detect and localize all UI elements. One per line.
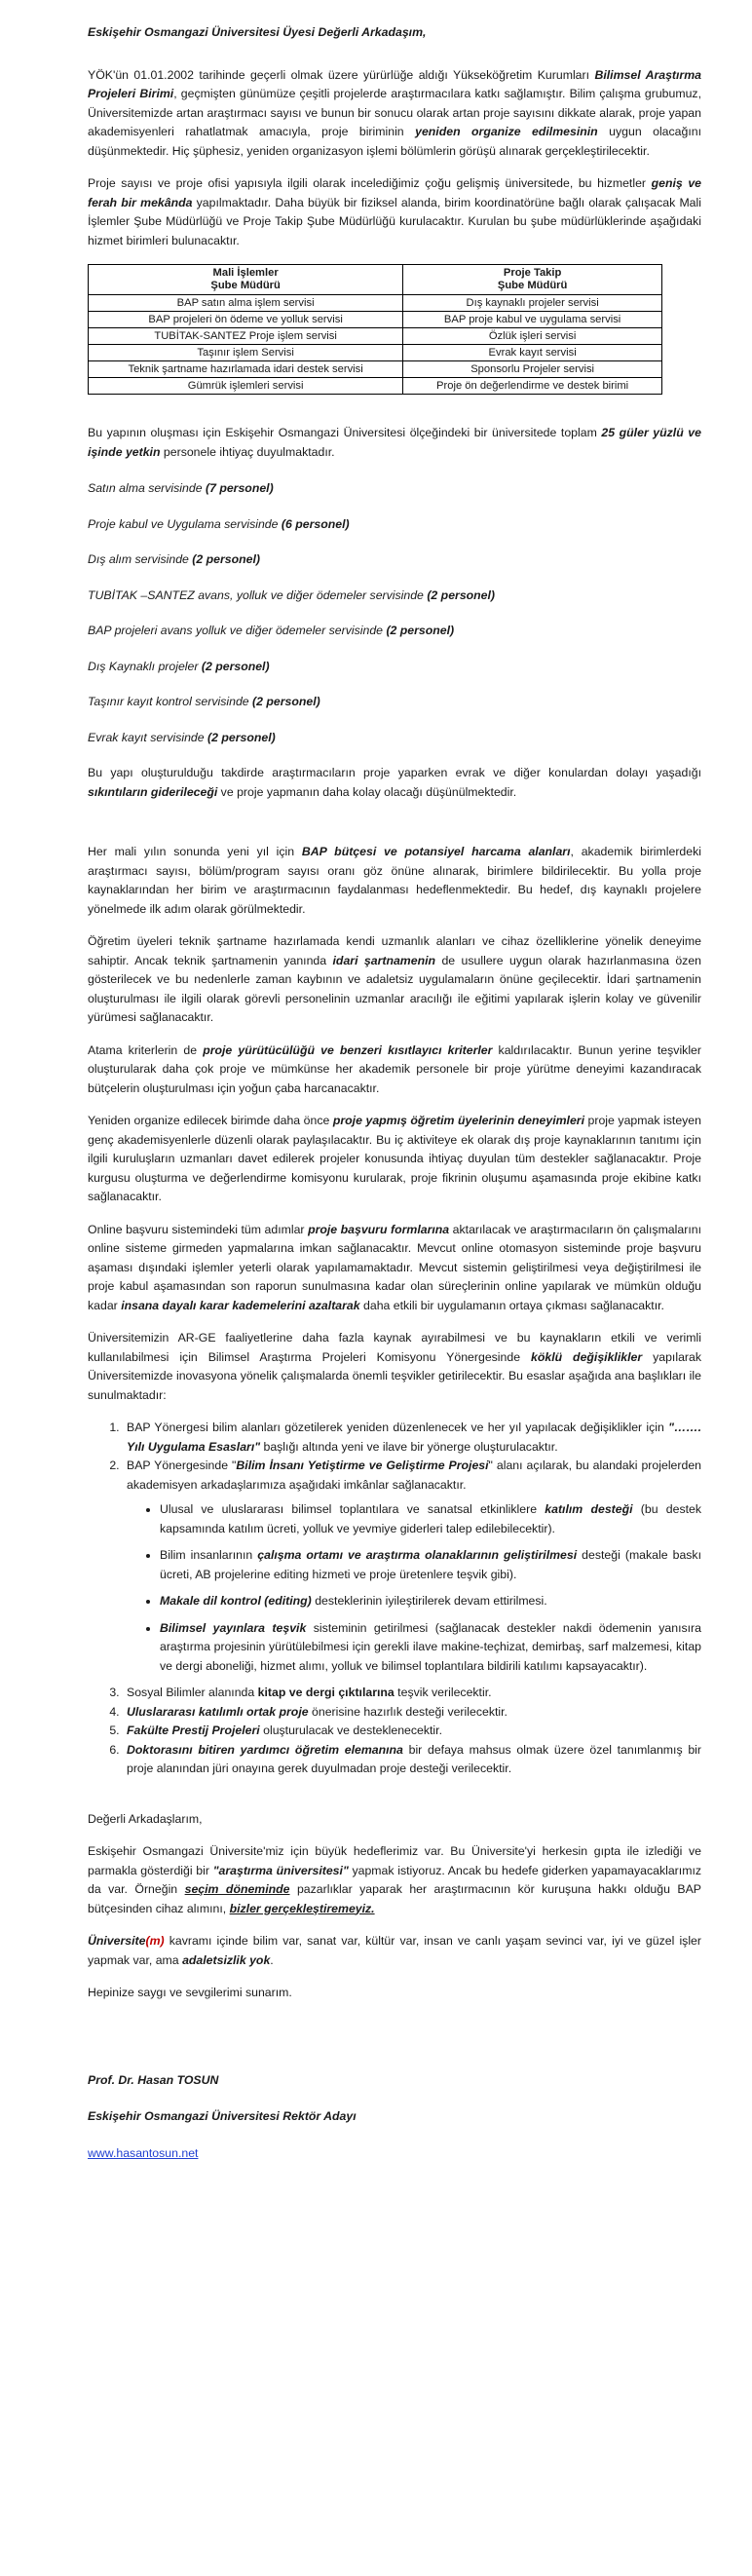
table-header-row <box>89 265 662 295</box>
text: ve proje yapmanın daha kolay olacağı düşünülmektedir. <box>217 784 517 799</box>
text: Üniversitemizin AR-GE faaliyetlerine daha fazla kaynak ayırabilmesi ve bu kaynakların etkili ve verimli kullanılabilmesi için Bilimsel Araştırma Projeleri Komisyonu Yönergesinde <box>88 1331 701 1364</box>
table-cell: BAP projeleri ön ödeme ve yolluk servisi <box>89 312 403 328</box>
emphasis: BAP bütçesi ve potansiyel harcama alanları <box>301 845 571 858</box>
text: , akademik birimlerdeki araştırmacı sayısı, bölüm/program sayısı oranı göz önüne alınarak, birimlere bildirilecektir. Bu yolla proje kaynaklarından her birim ve araştırmacının faydalanması hedeflenmektedir. Bu hedef, dış kaynaklı projelere yönelmede ilk adım olarak görülmektedir. <box>88 845 701 916</box>
table-row <box>89 345 662 361</box>
office-paragraph <box>88 174 701 250</box>
emphasis: seçim döneminde <box>184 1882 290 1896</box>
emphasis: Doktorasını bitiren yardımcı öğretim elemanına <box>127 1742 403 1757</box>
text: de usullere uygun olarak hazırlanmasına özen gösterilecek ve bu nedenlerle zaman kaybının ve adaletsiz uygulamaların önüne geçilecektir. İdari şartnamenin oluşturulması ile ilgili olarak görevli personelinin uzmanlar aracılığı ile eğitimi yapılarak işlerin kolay ve güvenilir yürümesi sağlanacaktır. <box>88 953 701 1024</box>
text: BAP Yönergesinde " <box>127 1458 237 1472</box>
emphasis: sıkıntıların giderileceği <box>88 784 218 799</box>
letter-greeting: Eskişehir Osmangazi Üniversitesi Üyesi Değerli Arkadaşım, <box>88 25 427 39</box>
table-row <box>89 361 662 378</box>
incentive-list <box>88 1419 701 1779</box>
intro-paragraph <box>88 66 701 162</box>
text: Online başvuru sistemindeki tüm adımlar <box>88 1222 309 1236</box>
table-cell: TUBİTAK-SANTEZ Proje işlem servisi <box>89 328 403 345</box>
list-item <box>88 587 701 606</box>
emphasis: kitap ve dergi çıktılarına <box>257 1686 395 1699</box>
service-staff-list <box>88 479 701 747</box>
column-header-finance <box>89 265 403 295</box>
staff-count: (6 personel) <box>281 516 350 531</box>
list-item <box>88 515 701 535</box>
text: Yeniden organize edilecek birimde daha önce <box>88 1114 333 1127</box>
text: Bilim insanlarının <box>160 1548 258 1562</box>
emphasis: proje yürütücülüğü ve benzeri kısıtlayıcı kriterler <box>203 1042 493 1057</box>
table-cell: Evrak kayıt servisi <box>403 345 662 361</box>
staff-count: (2 personel) <box>201 659 270 673</box>
emphasis: "……. Yılı Uygulama Esasları" <box>127 1421 701 1454</box>
column-title: Mali İşlemler <box>212 267 279 279</box>
text: oluşturulacak ve desteklenecektir. <box>259 1724 442 1737</box>
signature-website <box>88 2144 701 2164</box>
text: , geçmişten günümüze çeşitli projelerde araştırmacılara katkı sağlamıştır. Bilim çalışma grubumuz, Üniversitemizde artan araştırmacı sayısı ve bunun bir sonucu olarak artan proje sayısını dikkate alarak, proje yapan akademisyenleri rahatlatmak amacıyla, proje biriminin <box>88 87 701 138</box>
emphasis: Bilimsel Araştırma Projeleri Birimi <box>88 67 701 100</box>
emphasis: 25 güler yüzlü ve işinde yetkin <box>88 426 701 459</box>
text: Öğretim üyeleri teknik şartname hazırlamada kendi uzmanlık alanları ve cihaz özelliklerine yönelik deneyime sahiptir. Ancak teknik şartnamenin yanında <box>88 934 701 967</box>
text: Eskişehir Osmangazi Üniversite'miz için büyük hedeflerimiz var. Bu Üniversite'yi herkesin gıpta ile izlediği ve parmakla gösterdiği bir <box>88 1844 701 1877</box>
table-row <box>89 295 662 312</box>
ease-paragraph <box>88 764 701 802</box>
table-cell: Özlük işleri servisi <box>403 328 662 345</box>
specification-paragraph <box>88 932 701 1028</box>
text: BAP Yönergesi bilim alanları gözetilerek yeniden düzenlenecek ve her yıl yapılacak değişiklikler için <box>127 1421 669 1434</box>
staff-count: (2 personel) <box>192 552 260 566</box>
sub-list-item <box>160 1500 701 1538</box>
text: Atama kriterlerin de <box>88 1042 204 1057</box>
list-item <box>123 1457 701 1676</box>
text: sisteminin getirilmesi (sağlanacak destekler nakdi ödemenin yanısıra araştırma projesinin yürütülebilmesi için gerekli ilave makine-teçhizat, demirbaş, sarf malzemesi, kitap ve dergi aboneliği, hizmet alımı, yolluk ve bilimsel toplantılara bildirili katılımı kapsayacaktır). <box>160 1620 701 1673</box>
service-units-table <box>88 264 662 395</box>
column-subtitle: Şube Müdürü <box>497 280 568 291</box>
table-row <box>89 378 662 395</box>
text: proje yapmak isteyen genç akademisyenlerle düzenli olarak paylaşılacaktır. Bu iç aktiviteye ek olarak dış proje kaynaklarının tanıtımı için ilgili kuruluşların uzmanları davet edilerek projeler konusunda ihtiyaç duyulan tüm destekler sağlanacaktır. Proje kurgusu oluşturma ve değerlendirme komisyonu kurularak, proje fikrinin oluşumu aşamasında proje ekibine katkı sağlanacaktır. <box>88 1114 701 1203</box>
service-name: Dış Kaynaklı projeler <box>88 659 202 673</box>
list-item <box>88 622 701 641</box>
text: teşvik verilecektir. <box>394 1686 492 1699</box>
emphasis: Üniversite <box>88 1934 146 1948</box>
service-name: TUBİTAK –SANTEZ avans, yolluk ve diğer ödemeler servisinde <box>88 587 428 602</box>
emphasis: insana dayalı karar kademelerini azaltarak <box>121 1298 360 1312</box>
online-system-paragraph <box>88 1221 701 1316</box>
emphasis: "araştırma üniversitesi" <box>212 1863 349 1877</box>
list-item <box>88 729 701 748</box>
text: Ulusal ve uluslararası bilimsel toplantılara ve sanatsal etkinliklere <box>160 1502 545 1516</box>
emphasis: Makale dil kontrol (editing) <box>160 1594 312 1608</box>
emphasis: bizler gerçekleştiremeyiz. <box>229 1901 375 1915</box>
emphasis: Fakülte Prestij Projeleri <box>127 1724 260 1737</box>
table-row <box>89 328 662 345</box>
text: kaldırılacaktır. Bunun yerine teşvikler oluşturularak daha çok proje ve mümkünse her akademik personele bir proje yürütme deneyimi kazandıracak bütçelerin oluşturulması için yoğun çaba harcanacaktır. <box>88 1042 701 1095</box>
signature-name: Prof. Dr. Hasan TOSUN <box>88 2072 219 2087</box>
list-item <box>88 658 701 677</box>
mentoring-paragraph <box>88 1112 701 1207</box>
staff-count: (7 personel) <box>205 481 274 495</box>
list-item <box>123 1703 701 1723</box>
text: önerisine hazırlık desteği verilecektir. <box>308 1704 508 1719</box>
emphasis: katılım desteği <box>545 1502 633 1516</box>
emphasis: geniş ve ferah bir mekânda <box>88 176 701 209</box>
service-name: BAP projeleri avans yolluk ve diğer ödemeler servisinde <box>88 624 387 637</box>
list-item <box>123 1741 701 1779</box>
emphasis: proje başvuru formlarına <box>308 1222 450 1236</box>
column-header-project-tracking <box>403 265 662 295</box>
text: . <box>270 1952 274 1967</box>
text: yapmak istiyoruz. Ancak bu hedefe giderken yapamayacaklarımız da var. Örneğin <box>88 1863 702 1896</box>
emphasis: adaletsizlik yok <box>182 1952 271 1967</box>
list-item <box>88 550 701 570</box>
text: pazarlıklar yaparak her araştırmacının kör kuruşuna hakkı olduğu BAP bütçesinden cihaz alımını, <box>88 1882 701 1915</box>
list-item <box>88 479 701 499</box>
text: aktarılacak ve araştırmacıların ön çalışmalarını online sisteme girmeden yapmalarına imkan sağlanacaktır. Mevcut online otomasyon sisteminde proje başvuru aşaması dışındaki işlemler yeterli olarak yapılamamaktadır. Mevcut sistemin geliştirilmesi veya değiştirilmesi ile proje kabul aşamasından son raporun sunulmasına kadar olan süreçlerinin online yapılarak ve mümkün olduğu kadar <box>88 1222 701 1312</box>
website-link[interactable]: www.hasantosun.net <box>88 2145 199 2160</box>
text: yapılarak Üniversitemizde inovasyona yönelik çalışmalarda önemli teşvikler getirilecektir. Bu esaslar aşağıda ana başlıkları ile sunulmaktadır: <box>88 1349 701 1402</box>
text: Bu yapı oluşturulduğu takdirde araştırmacıların proje yaparken evrak ve diğer konulardan dolayı yaşadığı <box>88 766 701 779</box>
emphasis: proje yapmış öğretim üyelerinin deneyimleri <box>332 1114 584 1127</box>
table-cell: Teknik şartname hazırlamada idari destek servisi <box>89 361 403 378</box>
emphasis: köklü değişiklikler <box>531 1349 643 1364</box>
goal-paragraph <box>88 1842 701 1918</box>
table-cell: BAP proje kabul ve uygulama servisi <box>403 312 662 328</box>
text: bir defaya mahsus olmak üzere özel tanımlanmış bir proje alanından jüri onayına gerek duyulmadan proje desteği verilecektir. <box>127 1742 701 1775</box>
text: desteklerinin iyileştirilerek devam ettirilmesi. <box>311 1594 547 1608</box>
emphasis: çalışma ortamı ve araştırma olanaklarının geliştirilmesi <box>257 1548 578 1562</box>
text: (bu destek kapsamında katılım ücreti, yolluk ve yevmiye giderleri talep edilebilecektir). <box>160 1502 701 1535</box>
budget-paragraph <box>88 843 701 919</box>
text: YÖK'ün 01.01.2002 tarihinde geçerli olmak üzere yürürlüğe aldığı Yükseköğretim Kurumları <box>88 67 595 82</box>
list-item <box>88 693 701 712</box>
criteria-paragraph <box>88 1042 701 1099</box>
text: Proje sayısı ve proje ofisi yapısıyla ilgili olarak incelediğimiz çoğu gelişmiş üniversitede, bu hizmetler <box>88 176 652 190</box>
list-item <box>123 1684 701 1703</box>
text: daha etkili bir uygulamanın ortaya çıkması sağlanacaktır. <box>359 1298 664 1312</box>
staff-count: (2 personel) <box>427 587 496 602</box>
service-name: Proje kabul ve Uygulama servisinde <box>88 516 282 531</box>
staff-count: (2 personel) <box>207 730 276 744</box>
staff-count: (2 personel) <box>386 624 455 637</box>
text: uygun olacağını düşünmektedir. Hiç şüphesiz, yeniden organizasyon işlemi bölümlerin görüşü alınarak gerçekleştirilecektir. <box>88 125 702 158</box>
staffing-paragraph <box>88 424 701 462</box>
sub-list <box>127 1500 701 1676</box>
column-title: Proje Takip <box>503 267 562 279</box>
service-name: Satın alma servisinde <box>88 481 206 495</box>
text: " alanı açılarak, bu alandaki projelerden akademisyen arkadaşlarımıza aşağıdaki imkânlar sağlanacaktır. <box>127 1458 701 1492</box>
list-item <box>123 1419 701 1457</box>
emphasis: Bilimsel yayınlara teşvik <box>160 1620 307 1635</box>
text: Her mali yılın sonunda yeni yıl için <box>88 845 302 858</box>
sub-list-item <box>160 1619 701 1677</box>
text: personele ihtiyaç duyulmaktadır. <box>160 444 335 459</box>
emphasis-red: (m) <box>145 1934 165 1948</box>
emphasis: idari şartnamenin <box>332 953 436 967</box>
text: yapılmaktadır. Daha büyük bir fiziksel alanda, birim koordinatörüne bağlı olarak çalışacak Mali İşlemler Şube Müdürlüğü ve Proje Takip Şube Müdürlüğü kurulacaktır. Kurulan bu şube müdürlüklerinde aşağıdaki hizmet birimleri bulunacaktır. <box>88 195 701 247</box>
staff-count: (2 personel) <box>252 695 320 708</box>
sub-list-item <box>160 1546 701 1584</box>
emphasis: Bilim İnsanı Yetiştirme ve Geliştirme Projesi <box>236 1458 489 1472</box>
column-subtitle: Şube Müdürü <box>210 280 281 291</box>
text: Sosyal Bilimler alanında <box>127 1686 258 1699</box>
text: desteği (makale baskı ücreti, AB projelerine editing hizmeti ve proje üretenlere teşvik gibi). <box>160 1548 701 1581</box>
service-name: Dış alım servisinde <box>88 552 193 566</box>
text: Bu yapının oluşması için Eskişehir Osmangazi Üniversitesi ölçeğindeki bir üniversitede toplam <box>88 426 602 439</box>
signature-title: Eskişehir Osmangazi Üniversitesi Rektör Adayı <box>88 2109 357 2123</box>
emphasis: Uluslararası katılımlı ortak proje <box>127 1704 309 1719</box>
university-paragraph <box>88 1932 701 1970</box>
closing-greeting: Değerli Arkadaşlarım, <box>88 1811 203 1826</box>
table-cell: BAP satın alma işlem servisi <box>89 295 403 312</box>
service-name: Taşınır kayıt kontrol servisinde <box>88 695 253 708</box>
sub-list-item <box>160 1592 701 1611</box>
regards-line: Hepinize saygı ve sevgilerimi sunarım. <box>88 1986 292 1999</box>
emphasis: yeniden organize edilmesinin <box>415 125 598 138</box>
table-row <box>89 312 662 328</box>
table-cell: Sponsorlu Projeler servisi <box>403 361 662 378</box>
table-cell: Taşınır işlem Servisi <box>89 345 403 361</box>
list-item <box>123 1722 701 1741</box>
table-cell: Proje ön değerlendirme ve destek birimi <box>403 378 662 395</box>
table-cell: Gümrük işlemleri servisi <box>89 378 403 395</box>
text: başlığı altında yeni ve ilave bir yönerge oluşturulacaktır. <box>260 1439 558 1454</box>
text: kavramı içinde bilim var, sanat var, kültür var, insan ve canlı yaşam sevinci var, iyi ve güzel işler yapmak var, ama <box>88 1934 701 1967</box>
arge-paragraph <box>88 1329 701 1405</box>
table-cell: Dış kaynaklı projeler servisi <box>403 295 662 312</box>
spacer <box>88 2017 701 2071</box>
service-name: Evrak kayıt servisinde <box>88 730 208 744</box>
